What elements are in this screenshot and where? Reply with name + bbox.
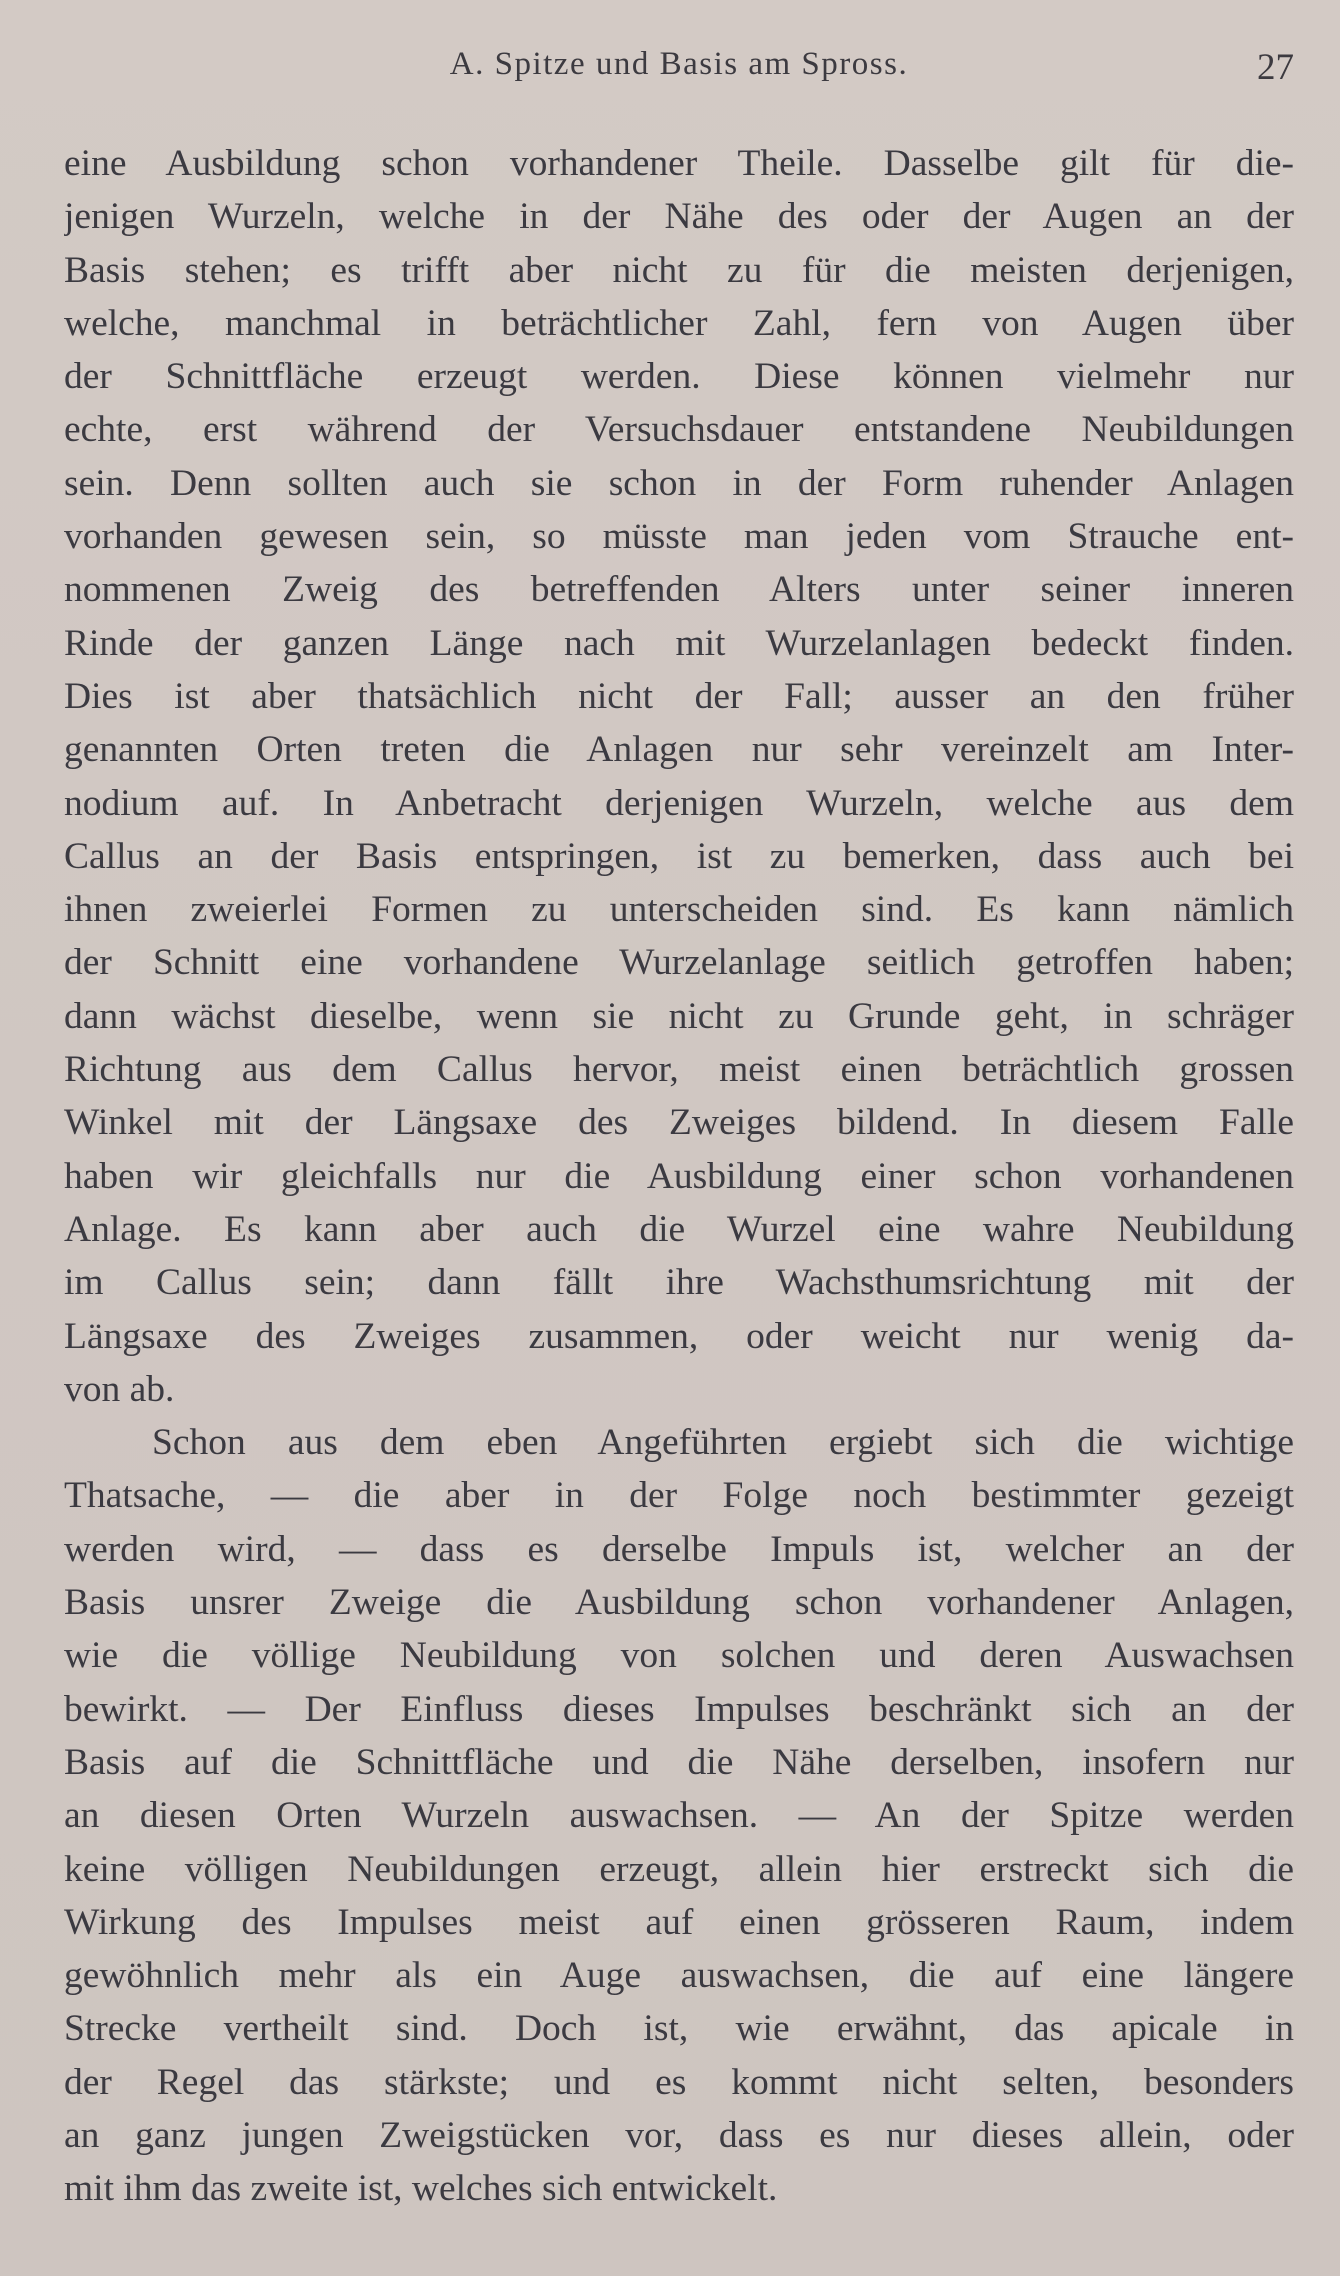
text-line: der Schnittfläche erzeugt werden. Diese können vielmehr nur xyxy=(64,356,1294,398)
text-line: Basis stehen; es trifft aber nicht zu für die meisten derjenigen, xyxy=(64,249,1294,291)
text-line: der Schnitt eine vorhandene Wurzelanlage seitlich getroffen haben; xyxy=(64,942,1294,984)
running-title: A. Spitze und Basis am Spross. xyxy=(449,46,909,82)
text-line: Schon aus dem eben Angeführten ergiebt sich die wichtige xyxy=(152,1422,1294,1464)
text-line: bewirkt. — Der Einfluss dieses Impulses beschränkt sich an der xyxy=(64,1688,1294,1730)
text-line: Rinde der ganzen Länge nach mit Wurzelanlagen bedeckt finden. xyxy=(64,622,1294,664)
text-line: werden wird, — dass es derselbe Impuls ist, welcher an der xyxy=(64,1528,1294,1570)
text-line: Basis auf die Schnittfläche und die Nähe derselben, insofern nur xyxy=(64,1741,1294,1783)
text-line: vorhanden gewesen sein, so müsste man jeden vom Strauche ent- xyxy=(64,516,1294,558)
text-line: eine Ausbildung schon vorhandener Theile. Dasselbe gilt für die- xyxy=(64,143,1294,184)
text-line: Richtung aus dem Callus hervor, meist einen beträchtlich grossen xyxy=(64,1049,1294,1091)
text-line: Dies ist aber thatsächlich nicht der Fall; ausser an den früher xyxy=(64,675,1294,717)
text-line: Anlage. Es kann aber auch die Wurzel eine wahre Neubildung xyxy=(64,1208,1294,1250)
text-line: der Regel das stärkste; und es kommt nicht selten, besonders xyxy=(64,2061,1294,2103)
text-line: Basis unsrer Zweige die Ausbildung schon vorhandener Anlagen, xyxy=(64,1582,1294,1624)
text-line: jenigen Wurzeln, welche in der Nähe des oder der Augen an der xyxy=(64,196,1294,238)
text-line: gewöhnlich mehr als ein Auge auswachsen, die auf eine längere xyxy=(64,1955,1294,1997)
text-line: echte, erst während der Versuchsdauer entstandene Neubildungen xyxy=(64,409,1294,451)
text-line: Wirkung des Impulses meist auf einen grösseren Raum, indem xyxy=(64,1901,1294,1943)
text-line: genannten Orten treten die Anlagen nur sehr vereinzelt am Inter- xyxy=(64,729,1294,771)
text-line: keine völligen Neubildungen erzeugt, allein hier erstreckt sich die xyxy=(64,1848,1294,1890)
text-line: nodium auf. In Anbetracht derjenigen Wurzeln, welche aus dem xyxy=(64,782,1294,824)
text-line: nommenen Zweig des betreffenden Alters unter seiner inneren xyxy=(64,569,1294,611)
body-text xyxy=(64,137,1294,2216)
paragraph xyxy=(64,1416,1294,2215)
text-line: Strecke vertheilt sind. Doch ist, wie erwähnt, das apicale in xyxy=(64,2008,1294,2050)
text-line: im Callus sein; dann fällt ihre Wachsthumsrichtung mit der xyxy=(64,1262,1294,1304)
text-line: sein. Denn sollten auch sie schon in der Form ruhender Anlagen xyxy=(64,462,1294,504)
text-line: mit ihm das zweite ist, welches sich entwickelt. xyxy=(64,2168,778,2210)
running-header xyxy=(64,46,1294,96)
text-line: Längsaxe des Zweiges zusammen, oder weicht nur wenig da- xyxy=(64,1315,1294,1357)
text-line: dann wächst dieselbe, wenn sie nicht zu Grunde geht, in schräger xyxy=(64,995,1294,1037)
text-line: an ganz jungen Zweigstücken vor, dass es nur dieses allein, oder xyxy=(64,2114,1294,2156)
text-line: Thatsache, — die aber in der Folge noch bestimmter gezeigt xyxy=(64,1475,1294,1517)
text-line: wie die völlige Neubildung von solchen und deren Auswachsen xyxy=(64,1635,1294,1677)
paragraph xyxy=(64,137,1294,1416)
text-line: haben wir gleichfalls nur die Ausbildung einer schon vorhandenen xyxy=(64,1155,1294,1197)
text-line: ihnen zweierlei Formen zu unterscheiden sind. Es kann nämlich xyxy=(64,889,1294,931)
text-line: Winkel mit der Längsaxe des Zweiges bildend. In diesem Falle xyxy=(64,1102,1294,1144)
text-line: von ab. xyxy=(64,1368,175,1410)
text-line: welche, manchmal in beträchtlicher Zahl, fern von Augen über xyxy=(64,302,1294,344)
text-line: Callus an der Basis entspringen, ist zu bemerken, dass auch bei xyxy=(64,835,1294,877)
text-line: an diesen Orten Wurzeln auswachsen. — An der Spitze werden xyxy=(64,1795,1294,1837)
page-number: 27 xyxy=(1257,47,1294,88)
